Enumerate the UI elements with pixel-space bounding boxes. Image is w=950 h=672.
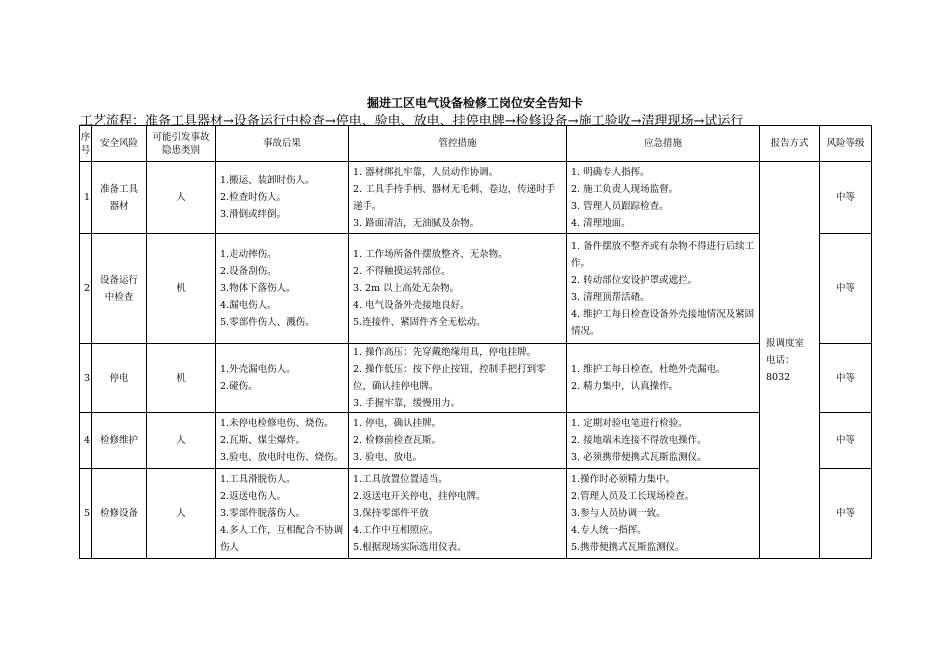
control-item: 3. 验电、放电。 — [353, 452, 423, 463]
consequence-item: 1.外壳漏电伤人。 — [220, 364, 296, 375]
row-no: 3 — [80, 344, 92, 413]
row-no: 5 — [80, 469, 92, 559]
process-flow-line: 工艺流程：准备工具器材→设备运行中检查→停电、验电、放电、挂停电牌→检修设备→施工验收→清理现场→试运行 — [80, 114, 744, 129]
consequence-item: 4.多人工作，互相配合不协调伤人 — [220, 525, 344, 553]
emergency-item: 1. 维护工每日检查，杜绝外壳漏电。 — [571, 364, 726, 375]
emergency-item: 3. 清理顶帮活碴。 — [571, 291, 650, 303]
emergency-item: 2. 精力集中，认真操作。 — [571, 381, 679, 392]
consequence-item: 2.返送电伤人。 — [220, 491, 287, 502]
emergency-item: 2. 接地端未连接不得放电操作。 — [571, 435, 707, 446]
table-row — [80, 344, 872, 413]
control-item: 5.连接件、紧固件齐全无松动。 — [353, 317, 486, 328]
table-row — [80, 469, 872, 559]
row-consequence — [216, 344, 349, 413]
control-item: 1.工具放置位置适当。 — [353, 474, 448, 485]
consequence-item: 1.搬运、装卸时伤人。 — [220, 175, 315, 186]
control-item: 2. 工具手持手柄、器材无毛刺、卷边，传递时手递手。 — [353, 183, 556, 212]
row-category: 人 — [147, 413, 216, 469]
row-emergency — [567, 413, 760, 469]
row-control — [349, 413, 567, 469]
consequence-item: 3.验电、放电时电伤、烧伤。 — [220, 452, 344, 463]
row-level: 中等 — [820, 344, 872, 413]
control-item: 1. 工作场所备件摆放整齐、无杂物。 — [353, 249, 508, 260]
row-no: 1 — [80, 162, 92, 234]
emergency-item: 3. 管理人员跟踪检查。 — [571, 200, 669, 212]
header-report: 报告方式 — [760, 126, 820, 162]
row-control — [349, 162, 567, 234]
consequence-item: 1.未停电检修电伤、烧伤。 — [220, 418, 334, 429]
consequence-item: 5.零部件伤人、溅伤。 — [220, 317, 315, 328]
emergency-item: 1. 定期对验电笔进行检验。 — [571, 418, 688, 429]
header-consequence: 事故后果 — [216, 126, 349, 162]
table-row — [80, 162, 872, 234]
emergency-item: 4. 维护工每日检查设备外壳接地情况及紧固情况。 — [571, 308, 755, 337]
consequence-item: 3.零部件脱落伤人。 — [220, 508, 306, 519]
control-item: 2. 不得触摸运转部位。 — [353, 266, 451, 277]
emergency-item: 2. 施工负责人现场监督。 — [571, 183, 679, 195]
control-item: 2. 检修前检查瓦斯。 — [353, 435, 442, 446]
row-level: 中等 — [820, 162, 872, 234]
row-no: 2 — [80, 234, 92, 344]
header-category: 可能引发事故隐患类别 — [147, 126, 216, 162]
emergency-item: 5.携带便携式瓦斯监测仪。 — [571, 542, 685, 553]
row-risk: 准备工具器材 — [92, 162, 147, 234]
control-item: 1. 操作高压：先穿戴绝缘用具，停电挂牌。 — [353, 347, 537, 358]
consequence-item: 1.走动摔伤。 — [220, 249, 277, 260]
page-title: 掘进工区电气设备检修工岗位安全告知卡 — [366, 96, 583, 110]
header-risk: 安全风险 — [92, 126, 147, 162]
control-item: 3. 路面清洁，无油腻及杂物。 — [353, 217, 480, 229]
control-item: 4.工作中互相照应。 — [353, 525, 439, 536]
control-item: 3. 手握牢靠，缓慢用力。 — [353, 398, 461, 409]
control-item: 2.返送电开关停电，挂停电牌。 — [353, 491, 486, 502]
row-no: 4 — [80, 413, 92, 469]
consequence-item: 1.工具滑脱伤人。 — [220, 474, 296, 485]
control-item: 5.根据现场实际选用仪表。 — [353, 542, 467, 553]
header-emergency: 应急措施 — [567, 126, 760, 162]
row-risk: 停电 — [92, 344, 147, 413]
emergency-item: 1. 明确专人指挥。 — [571, 166, 650, 178]
row-control — [349, 234, 567, 344]
report-method-line: 报调度室 — [766, 337, 805, 349]
header-control: 管控措施 — [349, 126, 567, 162]
consequence-item: 2.瓦斯、煤尘爆炸。 — [220, 435, 306, 446]
control-item: 3.保持零部件平放 — [353, 508, 429, 519]
emergency-item: 4.专人统一指挥。 — [571, 525, 647, 536]
row-risk: 设备运行中检查 — [92, 234, 147, 344]
row-emergency — [567, 234, 760, 344]
row-control — [349, 469, 567, 559]
row-emergency — [567, 469, 760, 559]
row-category: 人 — [147, 469, 216, 559]
row-level: 中等 — [820, 413, 872, 469]
row-risk: 检修维护 — [92, 413, 147, 469]
row-consequence — [216, 469, 349, 559]
header-row — [80, 126, 872, 162]
row-emergency — [567, 344, 760, 413]
control-item: 3. 2m 以上高处无杂物。 — [353, 283, 460, 294]
row-control — [349, 344, 567, 413]
emergency-item: 4. 清理地面。 — [571, 217, 631, 229]
row-category: 人 — [147, 162, 216, 234]
emergency-item: 3. 必须携带便携式瓦斯监测仪。 — [571, 452, 707, 463]
header-no: 序号 — [80, 126, 92, 162]
row-consequence — [216, 162, 349, 234]
report-phone-line: 电话：8032 — [766, 354, 795, 383]
control-item: 1. 器材绑扎牢靠，人员动作协调。 — [353, 166, 499, 178]
row-category: 机 — [147, 344, 216, 413]
header-level: 风险等级 — [820, 126, 872, 162]
table-row — [80, 413, 872, 469]
emergency-item: 3.参与人员协调一致。 — [571, 508, 666, 519]
row-level: 中等 — [820, 234, 872, 344]
emergency-item: 1.操作时必须精力集中。 — [571, 474, 676, 485]
emergency-item: 2. 转动部位安设护罩或遮拦。 — [571, 274, 698, 286]
consequence-item: 2.设备刮伤。 — [220, 266, 277, 277]
table-row — [80, 234, 872, 344]
consequence-item: 3.物体下落伤人。 — [220, 283, 296, 294]
control-item: 2. 操作低压：按下停止按钮，控制手把打到零位，确认挂停电牌。 — [353, 364, 546, 392]
report-method-cell — [760, 162, 820, 559]
safety-notice-table — [79, 125, 872, 559]
control-item: 1. 停电，确认挂牌。 — [353, 418, 442, 429]
emergency-item: 2.管理人员及工长现场检查。 — [571, 491, 695, 502]
row-category: 机 — [147, 234, 216, 344]
row-emergency — [567, 162, 760, 234]
consequence-item: 3.滑倒或绊倒。 — [220, 209, 287, 220]
control-item: 4. 电气设备外壳接地良好。 — [353, 300, 470, 311]
emergency-item: 1. 备件摆放不整齐或有杂物不得进行后续工作。 — [571, 240, 755, 269]
consequence-item: 2.碰伤。 — [220, 381, 258, 392]
row-level: 中等 — [820, 469, 872, 559]
consequence-item: 4.漏电伤人。 — [220, 300, 277, 311]
row-consequence — [216, 234, 349, 344]
row-consequence — [216, 413, 349, 469]
row-risk: 检修设备 — [92, 469, 147, 559]
consequence-item: 2.检查时伤人。 — [220, 192, 287, 203]
